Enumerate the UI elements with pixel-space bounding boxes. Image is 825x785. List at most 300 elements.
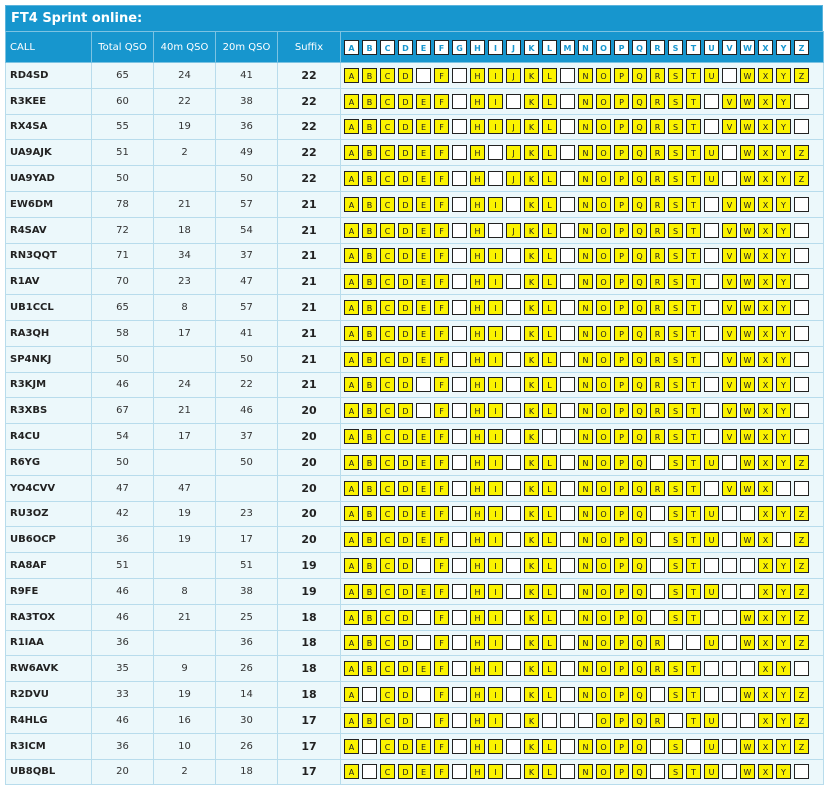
- letter-box-g: [452, 739, 467, 754]
- letter-box-v: [722, 764, 737, 779]
- qso-20m-cell: 50: [216, 449, 278, 475]
- call-cell[interactable]: R4HLG: [6, 707, 92, 733]
- letter-box-j: [506, 687, 521, 702]
- letter-box-a: A: [344, 584, 359, 599]
- letter-box-i: I: [488, 584, 503, 599]
- header-letter-a: A: [344, 40, 359, 55]
- call-cell[interactable]: R9FE: [6, 578, 92, 604]
- letter-box-a: A: [344, 403, 359, 418]
- letter-box-t: T: [686, 352, 701, 367]
- qso-20m-cell: 49: [216, 140, 278, 166]
- qso-20m-cell: 38: [216, 578, 278, 604]
- col-header-suffix[interactable]: Suffix: [278, 32, 341, 63]
- letter-box-p: P: [614, 532, 629, 547]
- letter-box-c: C: [380, 223, 395, 238]
- call-cell[interactable]: RX4SA: [6, 114, 92, 140]
- letter-box-y: [776, 481, 791, 496]
- letter-box-i: I: [488, 403, 503, 418]
- letter-box-a: A: [344, 764, 359, 779]
- letter-box-z: [794, 119, 809, 134]
- letter-box-e: E: [416, 584, 431, 599]
- letter-box-u: [704, 248, 719, 263]
- suffix-cell: 22: [278, 63, 341, 89]
- letter-box-p: P: [614, 197, 629, 212]
- letter-box-e: E: [416, 119, 431, 134]
- letter-box-e: E: [416, 197, 431, 212]
- letter-box-g: [452, 687, 467, 702]
- letter-box-w: W: [740, 145, 755, 160]
- letter-box-h: H: [470, 326, 485, 341]
- letter-box-t: T: [686, 94, 701, 109]
- letter-box-a: A: [344, 558, 359, 573]
- letter-box-w: W: [740, 481, 755, 496]
- letter-box-p: P: [614, 403, 629, 418]
- letter-box-e: E: [416, 764, 431, 779]
- letter-box-l: L: [542, 171, 557, 186]
- letter-box-c: C: [380, 352, 395, 367]
- letter-box-o: O: [596, 739, 611, 754]
- letter-box-b: B: [362, 584, 377, 599]
- letter-box-c: C: [380, 171, 395, 186]
- table-row: [6, 475, 824, 501]
- letter-box-o: O: [596, 274, 611, 289]
- letter-box-s: S: [668, 68, 683, 83]
- call-cell[interactable]: YO4CVV: [6, 475, 92, 501]
- letter-box-q: Q: [632, 352, 647, 367]
- letter-box-o: O: [596, 610, 611, 625]
- letter-box-x: X: [758, 300, 773, 315]
- letter-box-p: P: [614, 481, 629, 496]
- letter-box-z: [794, 481, 809, 496]
- letter-box-d: D: [398, 223, 413, 238]
- qso-20m-cell: 41: [216, 320, 278, 346]
- letter-box-z: [794, 300, 809, 315]
- letter-box-m: [560, 739, 575, 754]
- call-cell[interactable]: R4SAV: [6, 217, 92, 243]
- letter-box-i: I: [488, 68, 503, 83]
- letter-box-j: [506, 300, 521, 315]
- letter-box-b: B: [362, 197, 377, 212]
- results-table: [5, 31, 824, 785]
- qso-20m-cell: 54: [216, 217, 278, 243]
- letter-box-s: S: [668, 661, 683, 676]
- letter-box-q: Q: [632, 635, 647, 650]
- letter-box-f: F: [434, 558, 449, 573]
- suffix-cell: 22: [278, 166, 341, 192]
- table-row: [6, 140, 824, 166]
- letter-box-r: [650, 610, 665, 625]
- letter-box-a: A: [344, 171, 359, 186]
- letter-box-c: C: [380, 558, 395, 573]
- letter-box-q: Q: [632, 481, 647, 496]
- letter-box-f: F: [434, 94, 449, 109]
- letter-box-x: X: [758, 377, 773, 392]
- letter-box-s: S: [668, 429, 683, 444]
- letter-box-a: A: [344, 300, 359, 315]
- letter-box-j: [506, 584, 521, 599]
- letter-box-f: F: [434, 377, 449, 392]
- letter-box-l: L: [542, 739, 557, 754]
- letter-box-m: [560, 764, 575, 779]
- letter-box-p: P: [614, 352, 629, 367]
- letter-box-d: D: [398, 455, 413, 470]
- letter-box-k: K: [524, 481, 539, 496]
- letter-box-w: W: [740, 532, 755, 547]
- col-header-40m-qso[interactable]: 40m QSO: [154, 32, 216, 63]
- letter-box-c: C: [380, 506, 395, 521]
- letter-box-v: V: [722, 274, 737, 289]
- letter-box-h: H: [470, 300, 485, 315]
- letter-box-t: T: [686, 119, 701, 134]
- call-cell[interactable]: R3ICM: [6, 733, 92, 759]
- letter-box-i: I: [488, 352, 503, 367]
- letter-box-a: A: [344, 377, 359, 392]
- qso-40m-cell: 19: [154, 527, 216, 553]
- letter-box-n: N: [578, 429, 593, 444]
- call-cell[interactable]: RW6AVK: [6, 656, 92, 682]
- letter-box-x: X: [758, 223, 773, 238]
- table-row: [6, 398, 824, 424]
- letter-box-v: [722, 506, 737, 521]
- letter-box-q: Q: [632, 506, 647, 521]
- letter-box-j: [506, 94, 521, 109]
- letter-box-n: N: [578, 764, 593, 779]
- letter-box-r: R: [650, 352, 665, 367]
- letter-box-s: S: [668, 171, 683, 186]
- letter-box-r: [650, 739, 665, 754]
- letter-box-l: L: [542, 274, 557, 289]
- letter-box-q: Q: [632, 171, 647, 186]
- letter-box-w: W: [740, 94, 755, 109]
- letter-box-c: C: [380, 455, 395, 470]
- letter-box-c: C: [380, 274, 395, 289]
- letter-box-j: J: [506, 145, 521, 160]
- letter-box-v: V: [722, 326, 737, 341]
- letter-box-w: W: [740, 352, 755, 367]
- call-cell[interactable]: R2DVU: [6, 682, 92, 708]
- letter-box-o: O: [596, 377, 611, 392]
- letter-box-h: H: [470, 713, 485, 728]
- letter-box-b: B: [362, 506, 377, 521]
- letter-box-m: [560, 274, 575, 289]
- letter-box-p: P: [614, 506, 629, 521]
- results-body: [6, 63, 824, 785]
- letter-box-i: I: [488, 506, 503, 521]
- letter-box-f: F: [434, 506, 449, 521]
- letter-box-o: O: [596, 223, 611, 238]
- letter-box-k: K: [524, 506, 539, 521]
- letter-box-o: O: [596, 197, 611, 212]
- call-cell[interactable]: RD4SD: [6, 63, 92, 89]
- letter-box-b: B: [362, 455, 377, 470]
- letter-box-q: Q: [632, 223, 647, 238]
- letter-box-y: Y: [776, 223, 791, 238]
- qso-40m-cell: 22: [154, 88, 216, 114]
- letter-box-d: D: [398, 145, 413, 160]
- letter-box-i: [488, 145, 503, 160]
- letter-box-p: P: [614, 739, 629, 754]
- call-cell[interactable]: R3KJM: [6, 372, 92, 398]
- qso-40m-cell: [154, 449, 216, 475]
- letter-box-i: I: [488, 326, 503, 341]
- letter-box-j: [506, 661, 521, 676]
- letter-box-r: [650, 455, 665, 470]
- letter-box-k: K: [524, 326, 539, 341]
- letter-box-c: C: [380, 326, 395, 341]
- letter-box-h: H: [470, 223, 485, 238]
- total-qso-cell: 51: [92, 140, 154, 166]
- col-header-call[interactable]: CALL: [6, 32, 92, 63]
- letter-box-z: Z: [794, 145, 809, 160]
- letter-box-s: S: [668, 300, 683, 315]
- letter-box-q: Q: [632, 68, 647, 83]
- letter-box-b: [362, 687, 377, 702]
- letter-box-i: I: [488, 455, 503, 470]
- letter-box-z: Z: [794, 68, 809, 83]
- letter-box-n: N: [578, 584, 593, 599]
- letter-box-i: I: [488, 197, 503, 212]
- call-cell[interactable]: R1AV: [6, 269, 92, 295]
- letter-box-y: Y: [776, 455, 791, 470]
- letter-box-h: H: [470, 352, 485, 367]
- letter-box-q: Q: [632, 429, 647, 444]
- letter-box-f: F: [434, 481, 449, 496]
- letter-box-d: D: [398, 68, 413, 83]
- header-letter-d: D: [398, 40, 413, 55]
- letter-box-g: [452, 248, 467, 263]
- letter-box-x: X: [758, 197, 773, 212]
- qso-20m-cell: 26: [216, 656, 278, 682]
- letter-box-r: R: [650, 248, 665, 263]
- letter-box-g: [452, 377, 467, 392]
- letter-box-m: [560, 455, 575, 470]
- letter-box-r: R: [650, 377, 665, 392]
- letter-box-y: Y: [776, 300, 791, 315]
- ft4-sprint-panel: [5, 5, 823, 785]
- letter-box-s: [668, 635, 683, 650]
- call-cell[interactable]: UB1CCL: [6, 295, 92, 321]
- letter-box-w: W: [740, 248, 755, 263]
- call-cell[interactable]: R3XBS: [6, 398, 92, 424]
- letter-box-g: [452, 326, 467, 341]
- letter-box-q: Q: [632, 661, 647, 676]
- call-cell[interactable]: UB8QBL: [6, 759, 92, 785]
- header-row: [6, 32, 824, 63]
- suffix-cell: 20: [278, 424, 341, 450]
- letter-box-x: X: [758, 94, 773, 109]
- letter-box-n: N: [578, 94, 593, 109]
- letter-box-w: W: [740, 764, 755, 779]
- letter-box-s: S: [668, 764, 683, 779]
- letter-box-w: W: [740, 687, 755, 702]
- letter-box-h: H: [470, 687, 485, 702]
- suffix-cell: 19: [278, 553, 341, 579]
- letter-box-z: [794, 326, 809, 341]
- header-letter-i: I: [488, 40, 503, 55]
- letter-box-d: D: [398, 506, 413, 521]
- letter-box-t: [686, 635, 701, 650]
- letter-box-z: Z: [794, 739, 809, 754]
- letter-box-c: C: [380, 532, 395, 547]
- letter-box-t: T: [686, 377, 701, 392]
- letter-box-e: [416, 68, 431, 83]
- letter-box-j: [506, 248, 521, 263]
- letter-box-m: [560, 326, 575, 341]
- letter-box-s: S: [668, 506, 683, 521]
- letter-box-t: T: [686, 68, 701, 83]
- header-letter-w: W: [740, 40, 755, 55]
- table-row: [6, 191, 824, 217]
- letter-box-l: L: [542, 687, 557, 702]
- letter-box-n: N: [578, 403, 593, 418]
- letter-box-g: [452, 532, 467, 547]
- suffix-cell: 20: [278, 501, 341, 527]
- letter-box-d: D: [398, 584, 413, 599]
- qso-40m-cell: 19: [154, 501, 216, 527]
- call-cell[interactable]: SP4NKJ: [6, 346, 92, 372]
- call-cell[interactable]: RA3QH: [6, 320, 92, 346]
- letter-box-t: T: [686, 403, 701, 418]
- letter-box-g: [452, 455, 467, 470]
- letter-box-d: D: [398, 352, 413, 367]
- letter-box-p: P: [614, 661, 629, 676]
- total-qso-cell: 35: [92, 656, 154, 682]
- letter-box-k: K: [524, 300, 539, 315]
- suffix-cell: 21: [278, 191, 341, 217]
- letter-box-d: D: [398, 635, 413, 650]
- col-header-total-qso[interactable]: Total QSO: [92, 32, 154, 63]
- letter-box-w: W: [740, 403, 755, 418]
- letter-box-i: [488, 171, 503, 186]
- letter-box-y: Y: [776, 119, 791, 134]
- letter-box-l: [542, 713, 557, 728]
- call-cell[interactable]: RA8AF: [6, 553, 92, 579]
- table-row: [6, 269, 824, 295]
- call-cell[interactable]: RN3QQT: [6, 243, 92, 269]
- header-letter-e: E: [416, 40, 431, 55]
- letter-box-d: D: [398, 558, 413, 573]
- table-row: [6, 553, 824, 579]
- suffix-letters-cell: [341, 656, 824, 682]
- call-cell[interactable]: UA9AJK: [6, 140, 92, 166]
- total-qso-cell: 65: [92, 63, 154, 89]
- letter-box-t: T: [686, 532, 701, 547]
- letter-box-e: E: [416, 661, 431, 676]
- letter-box-m: [560, 610, 575, 625]
- letter-box-o: O: [596, 635, 611, 650]
- letter-box-t: T: [686, 661, 701, 676]
- letter-box-b: B: [362, 429, 377, 444]
- total-qso-cell: 46: [92, 578, 154, 604]
- letter-box-d: D: [398, 248, 413, 263]
- col-header-20m-qso[interactable]: 20m QSO: [216, 32, 278, 63]
- letter-box-v: V: [722, 481, 737, 496]
- call-cell[interactable]: RA3TOX: [6, 604, 92, 630]
- call-cell[interactable]: RU3OZ: [6, 501, 92, 527]
- letter-box-n: N: [578, 687, 593, 702]
- qso-40m-cell: 24: [154, 372, 216, 398]
- letter-box-k: K: [524, 584, 539, 599]
- letter-box-a: A: [344, 687, 359, 702]
- qso-20m-cell: 38: [216, 88, 278, 114]
- call-cell[interactable]: UA9YAD: [6, 166, 92, 192]
- header-letter-r: R: [650, 40, 665, 55]
- call-cell[interactable]: EW6DM: [6, 191, 92, 217]
- letter-box-o: O: [596, 119, 611, 134]
- letter-box-y: Y: [776, 687, 791, 702]
- letter-box-g: [452, 403, 467, 418]
- letter-box-t: T: [686, 145, 701, 160]
- letter-box-y: Y: [776, 661, 791, 676]
- call-cell[interactable]: R3KEE: [6, 88, 92, 114]
- letter-box-f: F: [434, 713, 449, 728]
- qso-20m-cell: 37: [216, 424, 278, 450]
- letter-box-t: T: [686, 300, 701, 315]
- letter-box-h: H: [470, 274, 485, 289]
- table-row: [6, 682, 824, 708]
- letter-box-n: N: [578, 377, 593, 392]
- call-cell[interactable]: UB6OCP: [6, 527, 92, 553]
- letter-box-x: X: [758, 248, 773, 263]
- letter-box-r: R: [650, 274, 665, 289]
- letter-box-m: [560, 713, 575, 728]
- call-cell[interactable]: R6YG: [6, 449, 92, 475]
- letter-box-d: D: [398, 171, 413, 186]
- letter-box-z: Z: [794, 506, 809, 521]
- letter-box-g: [452, 610, 467, 625]
- total-qso-cell: 51: [92, 553, 154, 579]
- letter-box-a: A: [344, 223, 359, 238]
- letter-box-i: I: [488, 377, 503, 392]
- letter-box-n: N: [578, 661, 593, 676]
- letter-box-n: N: [578, 506, 593, 521]
- table-row: [6, 243, 824, 269]
- letter-box-h: H: [470, 506, 485, 521]
- suffix-cell: 21: [278, 346, 341, 372]
- letter-box-y: Y: [776, 610, 791, 625]
- letter-box-d: D: [398, 326, 413, 341]
- suffix-letters-cell: [341, 166, 824, 192]
- qso-20m-cell: 57: [216, 295, 278, 321]
- letter-box-a: A: [344, 274, 359, 289]
- letter-box-v: [722, 635, 737, 650]
- letter-box-c: C: [380, 94, 395, 109]
- qso-40m-cell: 9: [154, 656, 216, 682]
- letter-box-l: L: [542, 403, 557, 418]
- letter-box-b: B: [362, 403, 377, 418]
- letter-box-l: L: [542, 610, 557, 625]
- letter-box-c: C: [380, 661, 395, 676]
- letter-box-u: [704, 352, 719, 367]
- letter-box-h: H: [470, 764, 485, 779]
- letter-box-f: F: [434, 584, 449, 599]
- qso-20m-cell: 14: [216, 682, 278, 708]
- letter-box-g: [452, 506, 467, 521]
- letter-box-d: D: [398, 119, 413, 134]
- letter-box-u: [704, 661, 719, 676]
- letter-box-d: D: [398, 300, 413, 315]
- call-cell[interactable]: R1IAA: [6, 630, 92, 656]
- letter-box-c: C: [380, 197, 395, 212]
- call-cell[interactable]: R4CU: [6, 424, 92, 450]
- letter-box-i: I: [488, 687, 503, 702]
- letter-box-d: D: [398, 197, 413, 212]
- letter-box-m: [560, 223, 575, 238]
- letter-box-w: W: [740, 429, 755, 444]
- header-letter-c: C: [380, 40, 395, 55]
- letter-box-h: H: [470, 171, 485, 186]
- letter-box-s: S: [668, 584, 683, 599]
